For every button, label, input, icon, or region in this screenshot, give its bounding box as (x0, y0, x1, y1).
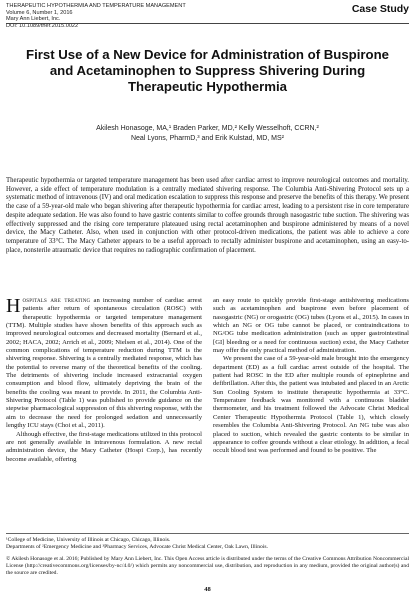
article-doi: DOI: 10.1089/ther.2015.0022 (6, 22, 79, 29)
article-title: First Use of a New Device for Administration of Buspirone and Acetaminophen to Suppress Shivering During Therapeutic Hypothermia (26, 47, 389, 94)
paragraph-text: an increasing number of cardiac arrest patients after return of spontaneous circulation (ROSC) with therapeutic hypothermia or targeted temperature management (TTM). Multiple studies have shown benefits of this approach such as improved neurological outcomes and decreased mortality (Bernard et al., 2002; HACA, 2002; Arrich et al., 2009; Nielsen et al., 2014). One of the common complications of temperature reduction during TTM is the shivering response. Shivering is a centrally mediated response, which has the potential to reverse many of the theoretical benefits of the cooling. The detriments of shivering include increased extracranial oxygen consumption and blood flow, ultimately depriving the brain of the benefits the cooling was meant to provide. In 2011, the Columbia Anti-Shivering Protocol (Table 1) was published to provide guidance on the stepwise pharmacological suppression of this shivering response, with the aim to decrease the need for prolonged sedation and unnecessarily lengthy ICU stays (Choi et al., 2011). (6, 297, 202, 430)
footnote-divider (6, 533, 409, 534)
author-line-1: Akilesh Honasoge, MA,¹ Braden Parker, MD,² Kelly Wesselhoft, CCRN,² (96, 125, 319, 132)
abstract: Therapeutic hypothermia or targeted temperature management has been used after cardiac arrest to improve neurological outcomes and mortality. However, a side effect of temperature modulation is a centrally mediated shivering response. The Columbia Anti-Shivering Protocol sets up a systematic method of intravenous (IV) and oral medication escalation to suppress this response and preserve the benefits of this therapy. We present the case of a 59-year-old male who began shivering after therapeutic hypothermia for cardiac arrest, leading to a persistent rise in core temperature despite adequate sedation. He was also found to have gastric contents similar to coffee grounds through nasogastric tube suction. The shivering was effectively suppressed and the rising core temperature plateaued using rectal acetaminophen and buspirone administered by means of a novel device, the Macy Catheter. Also, when used in conjunction with other protocol-driven medications, the patient was able to achieve a core temperature of 33°C. The Macy Catheter appears to be a useful approach to rectally administer buspirone and acetaminophen, using an easy-to-place, nonsterile atraumatic device that requires no radiographic confirmation of placement. (6, 177, 409, 254)
body-paragraph: We present the case of a 59-year-old male brought into the emergency department (ED) as a full cardiac arrest outside of the hospital. The patient had ROSC in the ED after multiple rounds of epinephrine and defibrillation. After this, the patient was intubated and placed in an Arctic Sun Cooling System to institute therapeutic hypothermia at 33°C. Temperature feedback was monitored with a continuous bladder thermometer, and his treatment followed the Advocate Christ Medical Center Therapeutic Hypothermia Protocol (Table 1), which closely resembles the Columbia Anti-Shivering Protocol. An NG tube was also placed to suction, which revealed the gastric contents to be similar in appearance to coffee grounds without a clear etiology. In addition, a fecal occult blood test was performed and found to be positive. The (213, 355, 409, 455)
body-column-right (213, 297, 409, 456)
body-paragraph: Although effective, the first-stage medications utilized in this protocol are not generally available in intravenous formulation. A new rectal administration device, the Macy Catheter (Hospi Corp.), has recently become available, offering (6, 430, 202, 463)
article-type-label: Case Study (351, 3, 409, 15)
author-list (20, 124, 395, 143)
affiliations (6, 537, 409, 551)
license-note: © Akilesh Honasoge et al. 2016; Published by Mary Ann Liebert, Inc. This Open Access article is distributed under the terms of the Creative Commons Attribution Noncommercial License (http://creativecommons.org/licenses/by-nc/4.0/) which permits any noncommercial use, distribution, and reproduction in any medium, provided the original author(s) and the source are credited. (6, 556, 409, 576)
journal-volume: Volume 6, Number 1, 2016 (6, 9, 73, 16)
journal-name: THERAPEUTIC HYPOTHERMIA AND TEMPERATURE MANAGEMENT (6, 3, 186, 9)
author-line-2: Neal Lyons, PharmD,³ and Erik Kulstad, MD, MS² (130, 134, 284, 142)
drop-cap: H (6, 295, 21, 317)
body-paragraph: an easy route to quickly provide first-stage antishivering medications such as acetaminophen and buspirone even before placement of nasogastric (NG) or orogastric (OG) tubes (Lyons et al., 2015). In cases in which an NG or OG tube cannot be placed, or contraindications to NG/OG tube medication administration (such as upper gastrointestinal [GI] bleeding or a need for continuous suction) exist, the Macy Catheter may offer the only practical method of administration. (213, 297, 409, 355)
page-number: 48 (204, 586, 211, 593)
journal-info (6, 3, 409, 29)
body-paragraph (6, 297, 202, 431)
affiliation-1: ¹College of Medicine, University of Illinois at Chicago, Chicago, Illinois. (6, 537, 171, 543)
journal-publisher: Mary Ann Liebert, Inc. (6, 16, 61, 23)
lead-in-smallcaps: ospitals are treating (22, 297, 91, 304)
body-column-left (6, 297, 202, 464)
header-divider (6, 23, 409, 24)
affiliation-2: Departments of ²Emergency Medicine and ³Pharmacy Services, Advocate Christ Medical Center, Oak Lawn, Illinois. (6, 543, 268, 550)
